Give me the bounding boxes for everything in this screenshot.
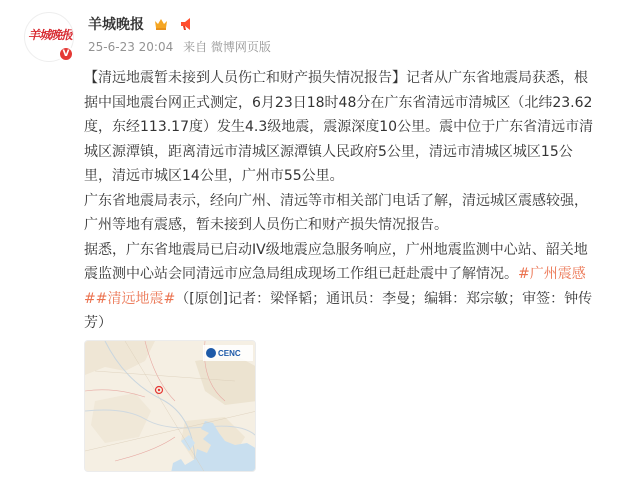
post-source: 微博网页版	[210, 40, 271, 54]
post-text-line: 据中国地震台网正式测定，6月23日18时48分在广东省清远市清城区（北纬23.62	[84, 94, 593, 111]
loudspeaker-icon[interactable]	[179, 17, 193, 31]
post-text-line: 广州等地有震感，暂未接到人员伤亡和财产损失情况报告。	[84, 217, 448, 233]
post-time[interactable]: 25-6-23 20:04	[88, 40, 174, 54]
map-logo-text: CENC	[218, 349, 241, 358]
map-image[interactable]	[84, 340, 256, 472]
post-body	[84, 66, 632, 336]
hashtag-link[interactable]: #广州震感	[518, 266, 586, 282]
post-meta	[88, 39, 277, 55]
crown-badge-icon[interactable]	[154, 17, 168, 31]
post-text-line: 据悉，广东省地震局已启动IV级地震应急服务响应，广州地震监测中心站、韶关地	[84, 241, 588, 258]
post-text-line: 震监测中心站会同清远市应急局组成现场工作组已赶赴震中了解情况。#广州震感	[84, 266, 586, 282]
post-text-line: 广东省地震局表示，经向广州、清远等市相关部门电话了解，清远城区震感较强，	[84, 192, 588, 209]
post-credits: （[原创]记者：梁怿韬；通讯员：李曼；编辑：郑宗敏；审签：钟传	[175, 290, 593, 307]
post-text-line: 【清远地震暂未接到人员伤亡和财产损失情况报告】记者从广东省地震局获悉，根	[84, 70, 588, 86]
post-text-line: 城区源潭镇，距离清远市清城区源潭镇人民政府5公里，清远市清城区城区15公	[84, 143, 573, 160]
post-text-line	[84, 287, 632, 312]
post-text-line: 芳）	[84, 315, 112, 331]
hashtag-link[interactable]: ##清远地震#	[84, 290, 176, 307]
post-text-line: 度，东经113.17度）发生4.3级地震，震源深度10公里。震中位于广东省清远市清	[84, 119, 594, 135]
author-name[interactable]: 羊城晚报	[88, 17, 144, 33]
source-prefix: 来自	[183, 40, 208, 54]
avatar-logo-text: 羊城晚报	[28, 28, 73, 42]
cenc-logo-icon	[206, 348, 216, 358]
earthquake-map-graphic	[85, 341, 256, 472]
verified-badge-icon: V	[58, 46, 74, 62]
post-text-line: 里，清远市城区14公里，广州市55公里。	[84, 168, 344, 184]
